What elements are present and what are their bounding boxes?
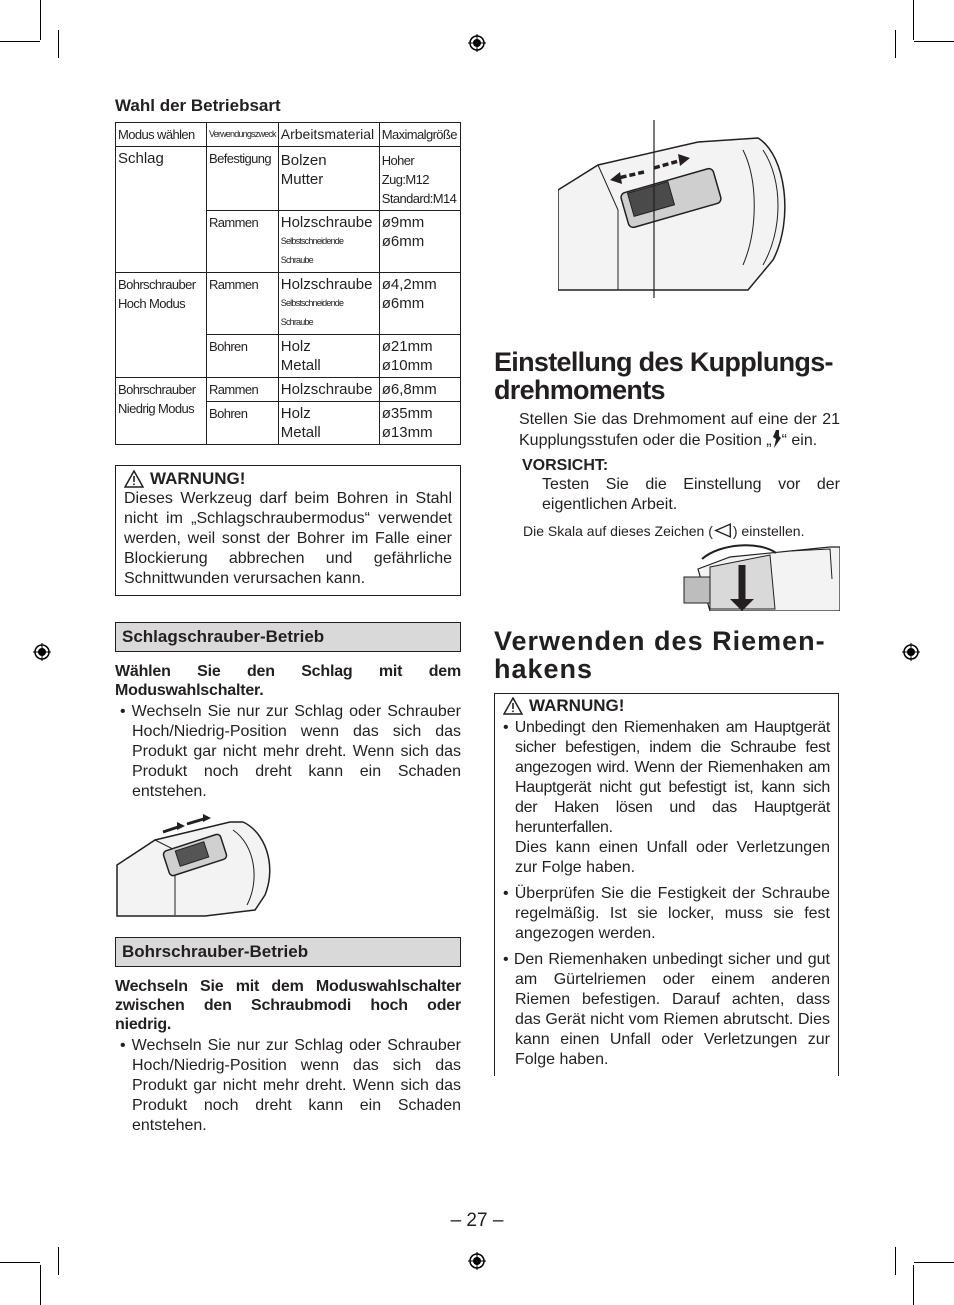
table-cell: Rammen <box>207 273 279 335</box>
warning-title: WARNUNG! <box>150 469 246 488</box>
caption-text: Die Skala auf dieses Zeichen ( <box>523 523 713 539</box>
heading-line: Verwenden des Riemen- <box>494 626 826 656</box>
bullet-text: Wechseln Sie nur zur Schlag oder Schrauber Hoch/Niedrig-Position wenn das sich das Produkt gar nicht mehr dreht. Wenn sich das Produkt noch dreht kann ein Schaden entstehen. <box>131 703 462 800</box>
table-cell: Rammen <box>207 378 279 402</box>
bullet-item: • Den Riemenhaken unbedingt sicher und gut am Gürtelriemen oder einem anderen Riemen befestigen. Darauf achten, dass das Gerät nicht vom Riemen abrutscht. Dies kann einen Unfall oder Verletzungen zur Folge haben. <box>503 951 830 1068</box>
scale-caption <box>523 523 840 539</box>
table-cell: Holzschraube <box>278 378 379 402</box>
table-cell <box>116 273 207 378</box>
table-cell <box>379 211 460 273</box>
table-cell <box>379 402 460 445</box>
cell-line: Holzschraube <box>280 214 373 231</box>
clutch-intro <box>519 410 840 451</box>
bullet-text: Den Riemenhaken unbedingt sicher und gut am Gürtelriemen oder einem anderen Riemen befestigen. Darauf achten, dass das Gerät nicht vom Riemen abrutscht. Dies kann einen Unfall oder Verletzungen zur Folge haben. <box>513 951 830 1068</box>
table-cell: ø6,8mm <box>379 378 460 402</box>
cell-line: Holzschraube <box>280 276 373 293</box>
table-header: Maximalgröße <box>379 123 460 147</box>
table-cell <box>278 273 379 335</box>
cell-line: ø9mm <box>381 214 425 231</box>
table-row <box>116 378 461 402</box>
warning-header <box>124 469 452 489</box>
triangle-mark-icon <box>713 523 733 538</box>
intro-text: Stellen Sie das Drehmoment auf eine der 21 Kupplungsstufen oder die Position „ <box>519 411 840 449</box>
caution-label: VORSICHT: <box>522 457 609 474</box>
cell-line: Hoch Modus <box>118 296 185 311</box>
cell-line: ø35mm <box>381 405 433 422</box>
table-cell <box>379 147 460 211</box>
warning-title: WARNUNG! <box>529 696 625 715</box>
warning-header <box>503 696 830 716</box>
cell-line: Niedrig Modus <box>118 401 195 416</box>
section-instruction: Wechseln Sie mit dem Moduswahlschalter zwischen den Schraubmodi hoch oder niedrig. <box>115 978 461 1033</box>
table-cell <box>116 378 207 445</box>
caution-text: Testen Sie die Einstellung vor der eigentlichen Arbeit. <box>542 476 840 513</box>
registration-mark-icon <box>468 34 486 52</box>
cell-line: Bohrschrauber <box>118 382 196 397</box>
cell-line: Selbstschneidende Schraube <box>280 298 344 327</box>
cell-line: Mutter <box>280 171 324 188</box>
table-row <box>116 273 461 335</box>
cell-line: ø21mm <box>381 338 433 355</box>
table-cell <box>278 402 379 445</box>
mode-table <box>115 122 461 445</box>
table-row <box>116 147 461 211</box>
bullet-item: • Unbedingt den Riemenhaken am Hauptgerät sicher befestigen, indem die Schraube fest angezogen wird. Wenn der Riemenhaken am Hauptgerät nicht gut befestigt ist, kann sich der Haken lösen und das Hauptgerät herunterfallen. <box>503 719 830 836</box>
mode-switch-illustration <box>115 810 275 920</box>
table-cell: Schlag <box>116 147 207 273</box>
cell-line: ø6mm <box>381 233 425 250</box>
bullet-extra: Dies kann einen Unfall oder Verletzungen zur Folge haben. <box>515 839 830 876</box>
cell-line: Metall <box>280 357 321 374</box>
table-cell <box>278 335 379 378</box>
table-header: Modus wählen <box>116 123 207 147</box>
intro-text: “ ein. <box>781 432 818 449</box>
warning-triangle-icon <box>503 697 523 715</box>
cell-line: Bohrschrauber <box>118 277 196 292</box>
bullet-item: • Wechseln Sie nur zur Schlag oder Schrauber Hoch/Niedrig-Position wenn das sich das Produkt gar nicht mehr dreht. Wenn sich das Produkt noch dreht kann ein Schaden entstehen. <box>120 703 462 800</box>
cell-line: Hoher Zug:M12 <box>381 153 429 187</box>
heading-clutch-torque <box>494 348 840 404</box>
cell-line: Holz <box>280 405 311 422</box>
caution-label-text: VORSICHT <box>522 457 603 474</box>
table-cell <box>278 147 379 211</box>
section-header-drill: Bohrschrauber-Betrieb <box>115 937 461 967</box>
table-cell: Bohren <box>207 335 279 378</box>
warning-text: Dieses Werkzeug darf beim Bohren in Stahl nicht im „Schlagschraubermodus“ verwendet werden, weil sonst der Bohrer im Falle einer Blockierung abbrechen und gefährliche Schnittwunden verursachen kann. <box>124 490 452 587</box>
table-header: Arbeitsmaterial <box>278 123 379 147</box>
section-instruction: Wählen Sie den Schlag mit dem Moduswahlschalter. <box>115 663 461 699</box>
table-header-row <box>116 123 461 147</box>
cell-line: ø10mm <box>381 357 433 374</box>
table-cell: Bohren <box>207 402 279 445</box>
cell-line: ø13mm <box>381 424 433 441</box>
warning-triangle-icon <box>124 470 144 488</box>
cell-line: Bolzen <box>280 152 327 169</box>
mode-switch-closeup-illustration <box>558 120 788 298</box>
table-cell: Rammen <box>207 211 279 273</box>
section-header-impact: Schlagschrauber-Betrieb <box>115 622 461 652</box>
bullet-text: Überprüfen Sie die Festigkeit der Schraube regelmäßig. Ist sie locker, muss sie fest angezogen werden. <box>514 885 830 942</box>
heading-line: Einstellung des Kupplungs- <box>494 347 833 377</box>
bullet-text: Unbedingt den Riemenhaken am Hauptgerät sicher befestigen, indem die Schraube fest angezogen wird. Wenn der Riemenhaken am Hauptgerät nicht gut befestigt ist, kann sich der Haken lösen und das Hauptgerät herunterfallen. <box>514 719 830 836</box>
table-cell <box>379 335 460 378</box>
table-title: Wahl der Betriebsart <box>115 96 281 115</box>
caption-text: ) einstellen. <box>732 523 805 539</box>
belt-hook-warning-box <box>494 693 839 1076</box>
registration-mark-icon <box>33 643 51 661</box>
cell-line: Metall <box>280 424 321 441</box>
heading-line: drehmoments <box>494 375 665 405</box>
drill-symbol-icon <box>772 430 782 448</box>
heading-line: hakens <box>494 654 594 684</box>
bullet-text: Wechseln Sie nur zur Schlag oder Schrauber Hoch/Niedrig-Position wenn das sich das Produkt gar nicht mehr dreht. Wenn sich das Produkt noch dreht kann ein Schaden entstehen. <box>131 1037 462 1134</box>
left-column <box>115 96 461 1136</box>
cell-line: ø6mm <box>381 295 425 312</box>
cell-line: Holz <box>280 338 311 355</box>
table-cell: Befestigung <box>207 147 279 211</box>
warning-box <box>115 465 461 596</box>
heading-belt-hook <box>494 627 840 683</box>
table-cell <box>379 273 460 335</box>
bullet-item: • Überprüfen Sie die Festigkeit der Schraube regelmäßig. Ist sie locker, muss sie fest angezogen werden. <box>503 885 830 942</box>
cell-line: ø4,2mm <box>381 276 437 293</box>
page-number: – 27 – <box>450 1210 504 1231</box>
table-header: Verwendungszweck <box>207 123 279 147</box>
registration-mark-icon <box>468 1252 486 1270</box>
registration-mark-icon <box>902 643 920 661</box>
cell-line: Selbstschneidende Schraube <box>280 236 344 265</box>
right-column <box>494 120 840 1076</box>
bullet-item: • Wechseln Sie nur zur Schlag oder Schrauber Hoch/Niedrig-Position wenn das sich das Produkt gar nicht mehr dreht. Wenn sich das Produkt noch dreht kann ein Schaden entstehen. <box>120 1037 462 1134</box>
clutch-ring-illustration <box>680 539 840 611</box>
table-cell <box>278 211 379 273</box>
cell-line: Standard:M14 <box>381 191 457 206</box>
